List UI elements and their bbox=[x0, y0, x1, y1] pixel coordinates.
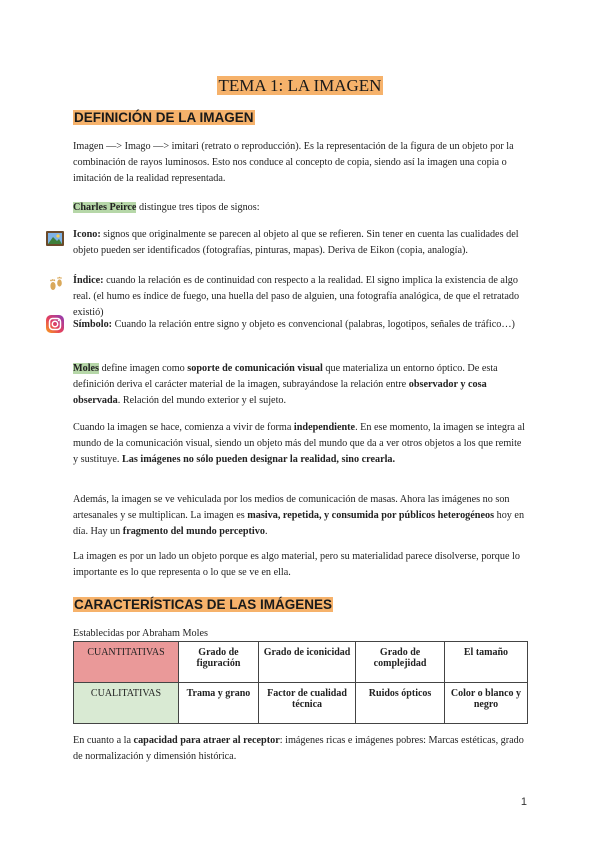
table-caption: Establecidas por Abraham Moles bbox=[73, 628, 208, 639]
highlight-peirce: Charles Peirce bbox=[73, 202, 137, 213]
table-row bbox=[74, 683, 528, 724]
table-row bbox=[74, 642, 528, 683]
characteristics-table bbox=[73, 641, 528, 724]
section-heading-caracteristicas: CARACTERÍSTICAS DE LAS IMÁGENES bbox=[74, 597, 333, 612]
table-cell: Trama y grano bbox=[179, 683, 259, 724]
footprints-icon bbox=[46, 274, 66, 294]
paragraph-simbolo: Símbolo: Cuando la relación entre signo y objeto es convencional (palabras, logotipos, señales de tráfico…) bbox=[73, 319, 515, 330]
paragraph-moles: Moles define imagen como soporte de comunicación visual que materializa un entorno óptico. De esta definición deriva el carácter material de la imagen, subrayándose la relación entre observador y cosa observada. Relación del mundo exterior y el sujeto. bbox=[73, 363, 498, 406]
table-cell: Factor de cualidad técnica bbox=[258, 683, 355, 724]
instagram-logo-icon bbox=[45, 314, 65, 334]
table-cell: Grado de figuración bbox=[179, 642, 259, 683]
table-cell: Ruidos ópticos bbox=[356, 683, 445, 724]
page-number: 1 bbox=[520, 796, 527, 808]
table-cell: Grado de complejidad bbox=[356, 642, 445, 683]
paragraph-indice: Índice: cuando la relación es de continuidad con respecto a la realidad. El signo implica la existencia de algo real. (el humo es índice de fuego, una huella del paso de alguien, una fotografía analógica, de que el retratado existió) bbox=[73, 275, 520, 318]
paragraph-icono: Icono: signos que originalmente se parecen al objeto al que se refieren. Sin tener en cuenta las cualidades del objeto pueden ser identificados (fotografías, pinturas, mapas). Deriva de Eikon (copia, analogía). bbox=[73, 229, 519, 256]
paragraph-peirce: Charles Peirce distingue tres tipos de signos: bbox=[73, 202, 260, 213]
page-title: TEMA 1: LA IMAGEN bbox=[218, 76, 382, 95]
framed-picture-icon bbox=[45, 229, 65, 249]
paragraph-independiente: Cuando la imagen se hace, comienza a vivir de forma independiente. En ese momento, la imagen se integra al mundo de la comunicación visual, siendo un objeto más del mundo que da a ver otros objetos a los que remite y sustituye. Las imágenes no sólo pueden designar la realidad, sino crearla. bbox=[73, 422, 525, 465]
paragraph-imagen: Imagen —> Imago —> imitari (retrato o reproducción). Es la representación de la figura de un objeto por la combinación de rayos luminosos. Esto nos conduce al concepto de copia, siendo así la imagen una copia o imitación de la realidad representada. bbox=[73, 141, 514, 184]
table-cell: El tamaño bbox=[444, 642, 527, 683]
table-cell: Color o blanco y negro bbox=[444, 683, 527, 724]
table-cell: Grado de iconicidad bbox=[258, 642, 355, 683]
paragraph-masas: Además, la imagen se ve vehiculada por los medios de comunicación de masas. Ahora las imágenes no son artesanales y se multiplican. La imagen es masiva, repetida, y consumida por públicos heterogéneos hoy en día. Hay un fragmento del mundo perceptivo. bbox=[73, 494, 525, 537]
table-cell: CUALITATIVAS bbox=[74, 683, 179, 724]
section-heading-definicion: DEFINICIÓN DE LA IMAGEN bbox=[74, 110, 254, 125]
paragraph-materialidad: La imagen es por un lado un objeto porque es algo material, pero su materialidad parece disolverse, porque lo importante es lo que representa o lo que se ve en ella. bbox=[73, 551, 520, 578]
paragraph-receptor: En cuanto a la capacidad para atraer al receptor: imágenes ricas e imágenes pobres: Marcas estéticas, grado de normalización y dimensión histórica. bbox=[73, 735, 524, 762]
table-cell: CUANTITATIVAS bbox=[74, 642, 179, 683]
